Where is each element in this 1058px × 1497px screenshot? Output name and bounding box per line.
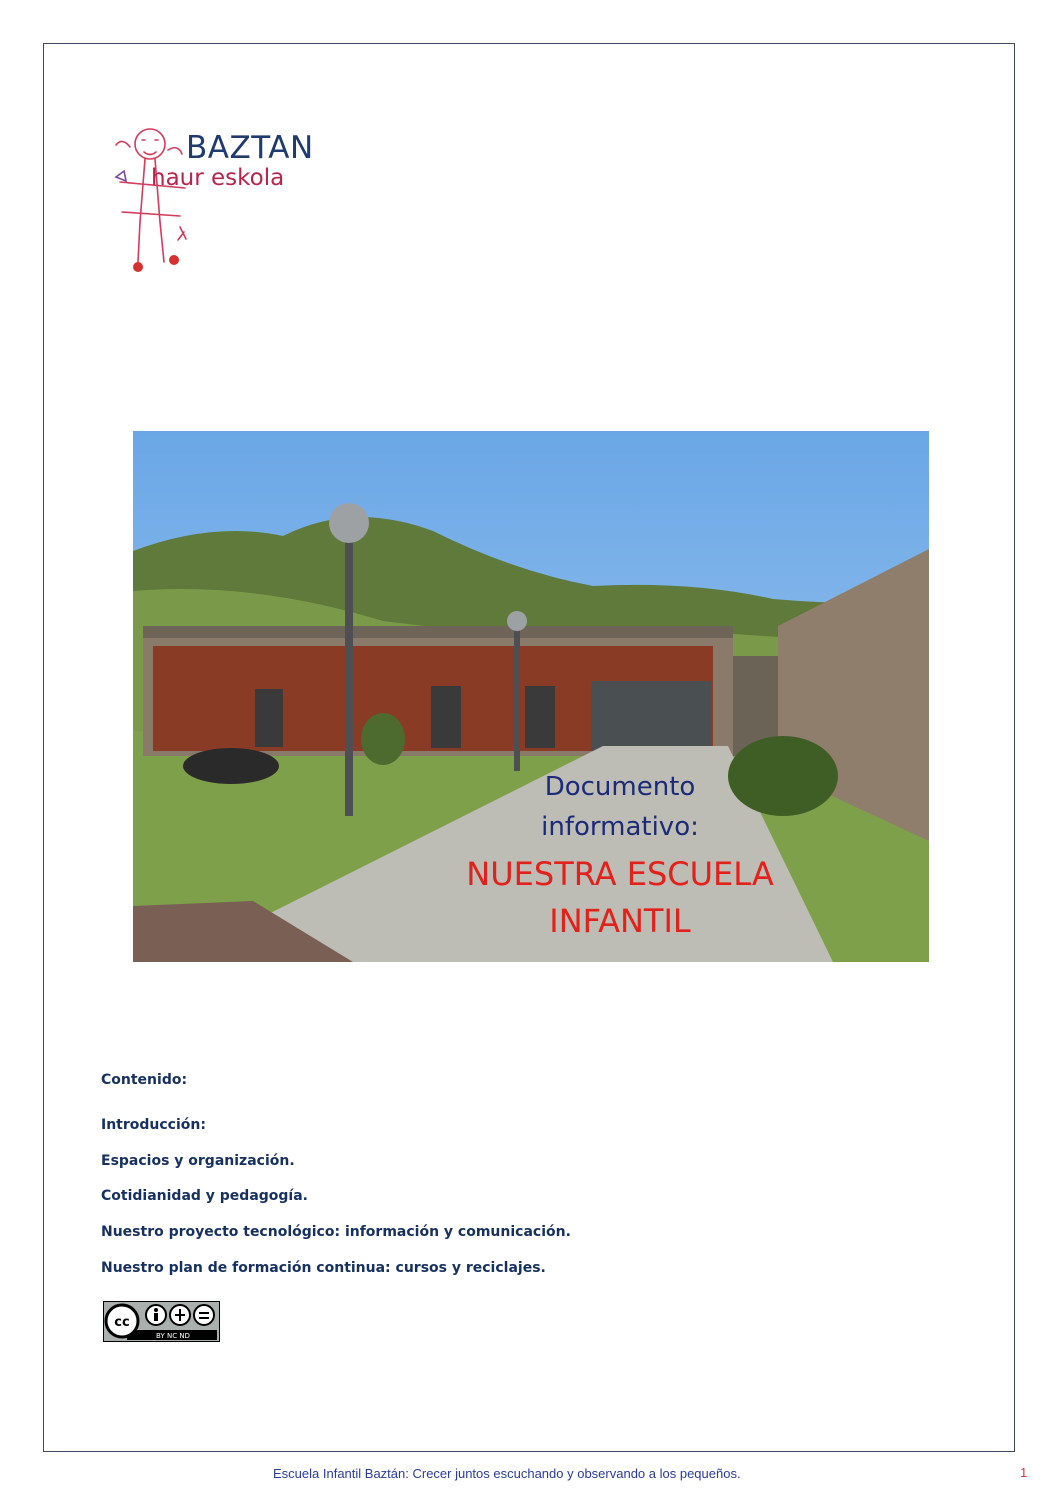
cc-mark: cc — [114, 1315, 130, 1330]
photo-title-line-1: Documento — [544, 772, 696, 802]
logo-subtitle: haur eskola — [151, 165, 285, 191]
school-photo — [133, 431, 929, 962]
contents-item: Introducción: — [101, 1117, 206, 1133]
creative-commons-badge — [103, 1301, 220, 1342]
contents-item: Espacios y organización. — [101, 1153, 295, 1169]
photo-title-line-2: informativo: — [541, 812, 699, 842]
contents-item: Nuestro proyecto tecnológico: información y comunicación. — [101, 1224, 571, 1240]
logo-title: BAZTAN — [186, 130, 314, 166]
license-terms: BY NC ND — [156, 1332, 190, 1340]
photo-title-line-3: NUESTRA ESCUELA — [466, 855, 774, 893]
page-footer: Escuela Infantil Baztán: Crecer juntos escuchando y observando a los pequeños. — [273, 1466, 741, 1481]
photo-title-line-4: INFANTIL — [549, 902, 691, 940]
photo-title-overlay — [133, 431, 929, 962]
page-number: 1 — [1020, 1465, 1028, 1480]
baztan-logo — [100, 122, 330, 282]
contents-heading: Contenido: — [101, 1072, 188, 1088]
contents-item: Nuestro plan de formación continua: cursos y reciclajes. — [101, 1260, 546, 1276]
contents-item: Cotidianidad y pedagogía. — [101, 1188, 308, 1204]
